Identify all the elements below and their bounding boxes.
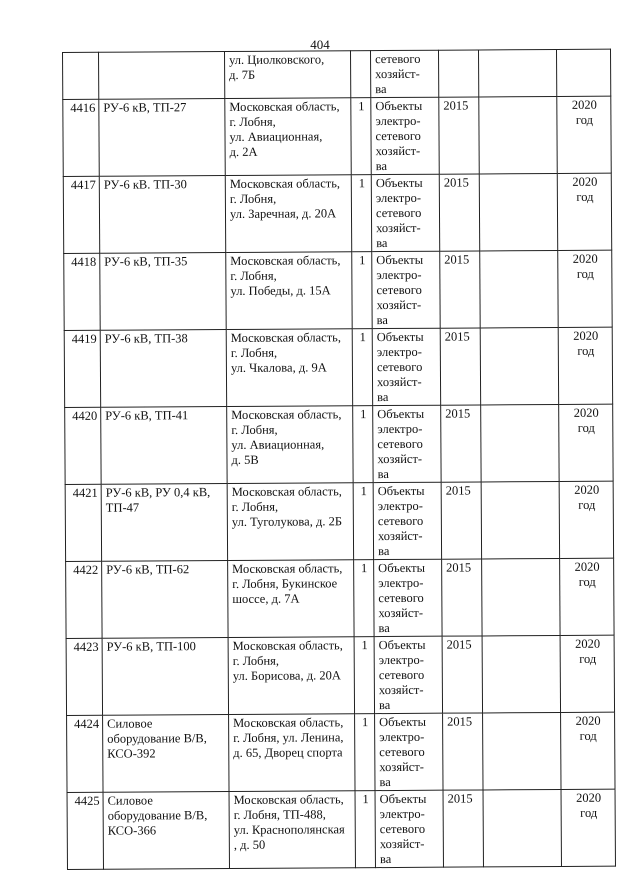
object-name-cell [100, 253, 226, 331]
quantity-cell: 1 [354, 637, 374, 714]
category-line: ва [379, 775, 391, 790]
term-line: 2020 [573, 405, 599, 420]
category-line: ва [378, 698, 391, 713]
term-line: 2020 [572, 251, 598, 266]
object-name-line: РУ-6 кВ, ТП-38 [104, 331, 188, 346]
category-cell [375, 790, 443, 867]
quantity-cell: 1 [353, 483, 373, 560]
object-name-cell [99, 99, 225, 177]
object-name-cell [103, 791, 229, 869]
address-cell [227, 483, 353, 561]
continuation-name-cell [99, 52, 225, 100]
category-line: хозяйст- [377, 451, 423, 467]
continuation-term-cell [556, 49, 610, 96]
object-name-line: РУ-6 кВ, ТП-62 [106, 562, 190, 577]
continuation-qty-cell [350, 51, 370, 98]
category-line: хозяйст- [378, 682, 424, 698]
term-cell [558, 327, 612, 404]
object-name-line: РУ-6 кВ, ТП-27 [103, 100, 187, 115]
category-line: Объекты [377, 406, 425, 422]
empty-cell [480, 327, 558, 404]
quantity-cell: 1 [351, 175, 371, 252]
continuation-row [63, 49, 611, 99]
category-line: сетевого [377, 513, 424, 529]
address-line: г. Лобня, [230, 268, 277, 283]
quantity-cell: 1 [353, 406, 373, 483]
empty-cell [479, 96, 557, 173]
address-cell [229, 714, 355, 792]
category-line: ва [379, 852, 392, 867]
address-line: д. 65, Дворец спорта [233, 745, 343, 760]
category-line: ва [378, 621, 390, 636]
category-line: Объекты [376, 329, 424, 345]
object-name-line: РУ-6 кВ, ТП-41 [105, 408, 189, 423]
address-line: Московская область, [232, 561, 343, 576]
category-line: электро- [377, 498, 423, 514]
address-line: ул. Чкалова, д. 9А [230, 360, 327, 375]
object-name-line: оборудование В/В, [107, 808, 208, 823]
continuation-number-cell [63, 52, 99, 99]
category-line: сетевого [379, 821, 426, 837]
address-line: г. Лобня, [231, 422, 278, 437]
table-row [64, 250, 612, 330]
object-name-cell [100, 330, 226, 408]
continuation-address-cell [225, 51, 351, 99]
quantity-cell: 1 [352, 329, 372, 406]
address-line: Московская область, [230, 330, 342, 345]
term-line: 2020 [572, 174, 598, 189]
object-name-line: КСО-392 [107, 746, 156, 761]
address-line: г. Лобня, ул. Ленина, [233, 730, 344, 745]
address-cell [225, 98, 351, 176]
address-line: Московская область, [231, 484, 342, 499]
category-line: ва [378, 544, 390, 559]
term-line: 2020 [576, 790, 602, 805]
address-line: г. Лобня, [229, 191, 277, 206]
record-number-cell: 4424 [67, 715, 103, 792]
term-line: 2020 [574, 559, 600, 574]
category-line: хозяйст- [379, 836, 425, 852]
continuation-category-line: хозяйст- [375, 66, 420, 82]
object-name-line: РУ-6 кВ, ТП-35 [104, 254, 188, 269]
object-name-line: РУ-6 кВ, ТП-100 [106, 639, 196, 654]
category-line: сетевого [376, 282, 422, 298]
object-name-cell [99, 176, 225, 254]
category-line: электро- [379, 729, 425, 745]
term-cell [557, 173, 611, 250]
empty-cell [483, 712, 561, 789]
category-line: ва [376, 236, 388, 251]
category-line: сетевого [375, 128, 421, 144]
year-cell: 2015 [441, 405, 481, 482]
term-line: год [579, 651, 597, 666]
term-cell [558, 250, 612, 327]
object-name-cell [102, 560, 228, 638]
table-row [65, 481, 613, 561]
category-line: Объекты [378, 637, 426, 653]
address-line: д. 5В [231, 452, 259, 467]
category-line: Объекты [379, 791, 427, 807]
record-number-cell: 4417 [63, 176, 99, 253]
category-line: хозяйст- [376, 297, 422, 313]
object-name-line: ТП-47 [105, 500, 140, 515]
address-line: шоссе, д. 7А [232, 591, 300, 606]
continuation-year-cell [438, 50, 478, 97]
quantity-cell: 1 [352, 252, 372, 329]
category-line: Объекты [378, 560, 426, 576]
year-cell: 2015 [443, 713, 483, 790]
table-row [67, 789, 615, 869]
address-cell [228, 560, 354, 638]
continuation-category-line: ва [375, 82, 387, 97]
term-line: год [577, 343, 595, 358]
address-line: Московская область, [229, 176, 341, 191]
record-number-cell: 4425 [67, 792, 103, 869]
term-line: 2020 [573, 328, 599, 343]
empty-cell [482, 635, 560, 712]
term-line: 2020 [575, 636, 601, 651]
category-cell [374, 636, 442, 713]
term-line: год [577, 420, 595, 435]
object-name-cell [101, 483, 227, 561]
term-cell [559, 404, 613, 481]
address-line: ул. Борисова, д. 20А [232, 668, 341, 683]
address-line: г. Лобня, ТП-488, [233, 807, 326, 822]
address-line: Московская область, [231, 407, 342, 422]
continuation-category-line: сетевого [375, 51, 421, 67]
address-line: Московская область, [230, 253, 341, 268]
year-cell: 2015 [443, 790, 483, 867]
empty-cell [481, 481, 559, 558]
record-number-cell: 4422 [66, 561, 102, 638]
address-cell [226, 329, 352, 407]
address-cell [228, 637, 354, 715]
term-cell [560, 558, 614, 635]
object-name-cell [103, 714, 229, 792]
term-cell [561, 789, 615, 866]
category-cell [374, 559, 442, 636]
year-cell: 2015 [439, 97, 479, 174]
term-line: 2020 [571, 97, 597, 112]
address-line: ул. Победы, д. 15А [230, 283, 331, 298]
term-line: 2020 [575, 713, 601, 728]
address-line: г. Лобня, [229, 114, 276, 129]
category-line: хозяйст- [376, 220, 421, 236]
category-line: хозяйст- [377, 528, 423, 544]
category-line: электро- [375, 190, 422, 206]
category-cell [371, 174, 439, 251]
continuation-address-line: д. 7Б [229, 67, 256, 82]
address-line: Московская область, [233, 792, 344, 807]
term-cell [557, 96, 611, 173]
category-line: сетевого [376, 359, 423, 375]
category-line: электро- [378, 652, 424, 668]
object-name-line: Силовое [107, 716, 153, 731]
record-number-cell: 4419 [64, 330, 100, 407]
category-line: ва [377, 390, 389, 405]
table-row [64, 327, 612, 407]
address-cell [229, 791, 355, 869]
term-line: год [575, 112, 593, 127]
object-name-line: оборудование В/В, [107, 731, 207, 746]
year-cell: 2015 [440, 251, 480, 328]
category-line: Объекты [379, 714, 427, 730]
category-cell [372, 251, 440, 328]
quantity-cell: 1 [355, 791, 375, 868]
table-row [66, 635, 614, 715]
category-line: Объекты [376, 252, 424, 268]
quantity-cell: 1 [354, 560, 374, 637]
category-line: Объекты [375, 98, 423, 114]
term-line: год [580, 805, 598, 820]
term-line: год [576, 266, 594, 281]
term-line: год [578, 574, 596, 589]
address-line: г. Лобня, [230, 345, 278, 360]
object-name-line: КСО-366 [107, 823, 157, 838]
empty-cell [482, 558, 560, 635]
category-line: электро- [378, 575, 424, 591]
address-line: Московская область, [229, 99, 340, 114]
category-line: ва [377, 467, 389, 482]
category-line: ва [376, 313, 388, 328]
term-cell [560, 635, 614, 712]
record-number-cell: 4420 [65, 407, 101, 484]
address-line: Московская область, [233, 715, 344, 730]
category-cell [373, 482, 441, 559]
year-cell: 2015 [439, 174, 479, 251]
address-line: ул. Краснополянская [233, 822, 345, 837]
table-body [63, 49, 616, 869]
continuation-category-cell [370, 50, 438, 97]
year-cell: 2015 [440, 328, 480, 405]
table-row [65, 404, 613, 484]
category-line: сетевого [378, 590, 424, 606]
year-cell: 2015 [442, 559, 482, 636]
category-cell [375, 713, 443, 790]
category-line: сетевого [378, 667, 425, 683]
table-row [63, 96, 611, 176]
term-cell [561, 712, 615, 789]
object-name-line: РУ-6 кВ. ТП-30 [103, 177, 187, 192]
address-line: ул. Авиационная, [231, 437, 325, 452]
object-name-line: Силовое [107, 793, 153, 808]
object-name-cell [101, 407, 227, 485]
empty-cell [483, 789, 561, 866]
quantity-cell: 1 [355, 714, 375, 791]
object-name-line: РУ-6 кВ, РУ 0,4 кВ, [105, 485, 211, 500]
object-name-cell [102, 637, 228, 715]
record-number-cell: 4423 [66, 638, 102, 715]
category-line: ва [375, 159, 388, 174]
category-line: сетевого [379, 744, 425, 760]
record-number-cell: 4416 [63, 99, 99, 176]
address-line: ул. Авиационная, [229, 129, 323, 144]
term-cell [559, 481, 613, 558]
continuation-extra-cell [478, 49, 556, 96]
address-cell [226, 252, 352, 330]
table-row [63, 173, 611, 253]
table-row [67, 712, 615, 792]
term-line: год [579, 728, 597, 743]
empty-cell [480, 250, 558, 327]
record-number-cell: 4421 [65, 484, 101, 561]
year-cell: 2015 [441, 482, 481, 559]
category-cell [371, 97, 439, 174]
property-register-table [62, 49, 616, 870]
quantity-cell: 1 [351, 98, 371, 175]
address-line: г. Лобня, [232, 653, 280, 668]
year-cell: 2015 [442, 636, 482, 713]
term-line: 2020 [574, 482, 600, 497]
address-cell [227, 406, 353, 484]
address-line: Московская область, [232, 638, 343, 653]
category-line: хозяйст- [376, 374, 422, 390]
category-line: электро- [376, 344, 423, 360]
table-row [66, 558, 614, 638]
empty-cell [481, 404, 559, 481]
category-line: электро- [379, 806, 425, 822]
page-number: 404 [310, 37, 330, 52]
category-line: хозяйст- [379, 759, 424, 775]
address-cell [225, 175, 351, 253]
address-line: ул. Туголукова, д. 2Б [231, 514, 343, 529]
category-line: хозяйст- [378, 605, 424, 621]
term-line: год [578, 497, 596, 512]
category-line: электро- [377, 421, 423, 437]
category-line: сетевого [377, 436, 423, 452]
address-line: , д. 50 [233, 837, 266, 852]
category-line: электро- [376, 267, 422, 283]
address-line: д. 2А [229, 144, 258, 159]
address-line: г. Лобня, [231, 499, 279, 514]
address-line: г. Лобня, Букинское [232, 576, 338, 591]
empty-cell [479, 173, 557, 250]
category-line: Объекты [377, 483, 425, 499]
category-cell [373, 405, 441, 482]
category-line: хозяйст- [375, 143, 421, 159]
category-line: сетевого [375, 205, 422, 221]
category-line: Объекты [375, 175, 423, 191]
term-line: год [576, 189, 594, 204]
record-number-cell: 4418 [64, 253, 100, 330]
category-cell [372, 328, 440, 405]
category-line: электро- [375, 113, 421, 129]
continuation-address-line: ул. Циолковского, [229, 52, 325, 67]
address-line: ул. Заречная, д. 20А [229, 206, 337, 221]
